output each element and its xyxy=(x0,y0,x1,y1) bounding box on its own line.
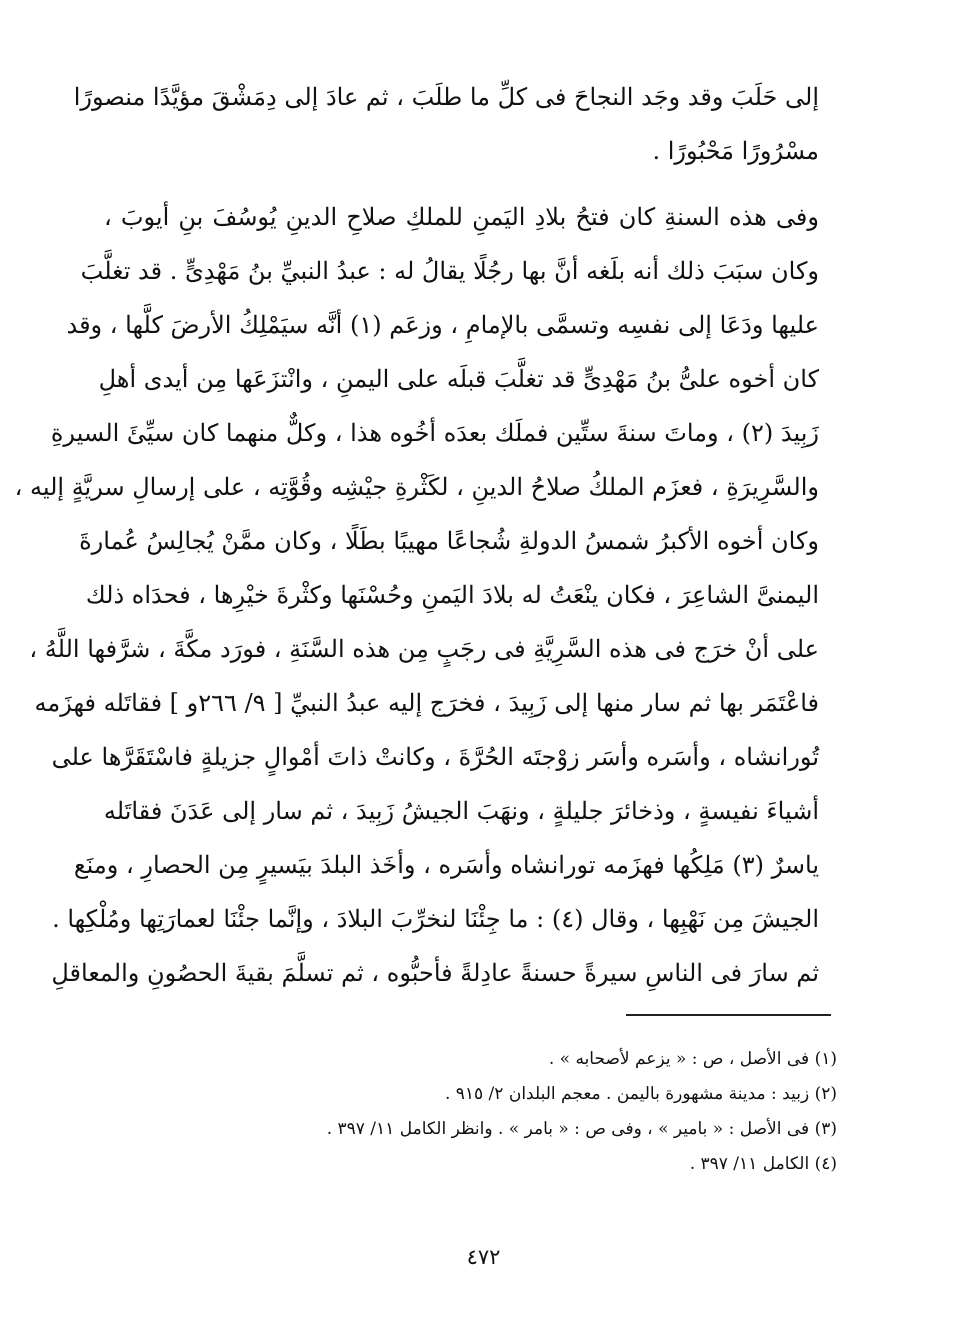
text-line: عليها ودَعَا إلى نفسِه وتسمَّى بالإمامِ ، وزعَم (١) أنَّه سيَمْلِكُ الأرضَ كلَّها ، وقد xyxy=(66,311,819,339)
text-line: أشياءَ نفيسةٍ ، وذخائرَ جليلةٍ ، ونهَبَ الجيشُ زَبِيدَ ، ثم سار إلى عَدَنَ فقاتَله xyxy=(103,797,819,825)
text-line: ياسرٌ (٣) مَلِكُها فهزَمه تورانشاه وأسَره ، وأخَذ البلدَ بيَسيرٍ مِن الحصارِ ، ومنَع xyxy=(73,851,819,879)
text-line: اليمنىَّ الشاعِرَ ، فكان ينْعَتُ له بلادَ اليَمنِ وحُسْنَها وكثْرةَ خيْرِها ، فحدَاه ذلك xyxy=(85,581,819,609)
text-line: تُورانشاه ، وأسَره وأسَر زوْجتَه الحُرَّةَ ، وكانتْ ذاتَ أمْوالٍ جزيلةٍ فاسْتَقَرَّها على xyxy=(51,743,819,771)
text-line: فاعْتَمَر بها ثم سار منها إلى زَبِيدَ ، فخرَج إليه عبدُ النبيِّ [ ٩/ ٢٦٦و ] فقاتَله فهزَمه xyxy=(34,689,819,717)
text-line: إلى حَلَبَ وقد وجَد النجاحَ فى كلِّ ما طلَبَ ، ثم عادَ إلى دِمَشْقَ مؤيَّدًا منصورًا xyxy=(73,83,819,111)
text-line: كان أخوه علىُّ بنُ مَهْدِىٍّ قد تغلَّبَ قبلَه على اليمنِ ، وانْتزَعَها مِن أيدى أهلِ xyxy=(98,365,819,393)
text-line: على أنْ خرَج فى هذه السَّرِيَّةِ فى رجَبٍ مِن هذه السَّنَةِ ، فورَد مكَّةَ ، شرَّفها اللَّهُ ، xyxy=(29,635,819,663)
text-line: وكان أخوه الأكبرُ شمسُ الدولةِ شُجاعًا مهيبًا بطَلًا ، وكان ممَّنْ يُجالِسُ عُمارةَ xyxy=(79,527,819,555)
footnote-divider xyxy=(626,1014,831,1016)
text-line: الجيشَ مِن نَهْبِها ، وقال (٤) : ما جِئْنَا لنخرِّبَ البلادَ ، وإنَّما جئْنَا لعمارَتِها ومُلْكِها . xyxy=(52,905,819,933)
text-line: والسَّرِيرَةِ ، فعزَم الملكُ صلاحُ الدينِ ، لكَثْرةِ جيْشِه وقُوَّتِه ، على إرسالِ سريَّةٍ إليه ، xyxy=(14,473,819,501)
text-line: مسْرُورًا مَحْبُورًا . xyxy=(652,137,819,165)
page-number: ٤٧٢ xyxy=(466,1245,501,1269)
paragraph-1 xyxy=(73,70,819,178)
footnote: (١) فى الأصل ، ص : « يزعم لأصحابه » . xyxy=(548,1049,837,1069)
footnote: (٣) فى الأصل : « بامير » ، وفى ص : « بامر » . وانظر الكامل ١١/ ٣٩٧ . xyxy=(326,1119,837,1139)
text-line: ثم سارَ فى الناسِ سيرةً حسنةً عادِلةً فأحبُّوه ، ثم تسلَّمَ بقيةَ الحصُونِ والمعاقلِ xyxy=(51,959,819,987)
paragraph-2 xyxy=(14,190,819,1000)
text-line: وفى هذه السنةِ كان فتحُ بلادِ اليَمنِ للملكِ صلاحِ الدينِ يُوسُفَ بنِ أيوبَ ، xyxy=(104,203,819,231)
text-line: زَبِيدَ (٢) ، وماتَ سنةَ ستِّين فملَك بعدَه أخُوه هذا ، وكلٌّ منهما كان سيِّئَ السيرةِ xyxy=(50,419,819,447)
footnote: (٢) زبيد : مدينة مشهورة باليمن . معجم البلدان ٢/ ٩١٥ . xyxy=(444,1084,837,1104)
text-line: وكان سبَبَ ذلك أنه بلَغه أنَّ بها رجُلًا يقالُ له : عبدُ النبيِّ بنُ مَهْدِىٍّ . قد تغلَّبَ xyxy=(80,257,819,285)
footnotes xyxy=(237,1042,837,1182)
footnote: (٤) الكامل ١١/ ٣٩٧ . xyxy=(689,1154,837,1174)
